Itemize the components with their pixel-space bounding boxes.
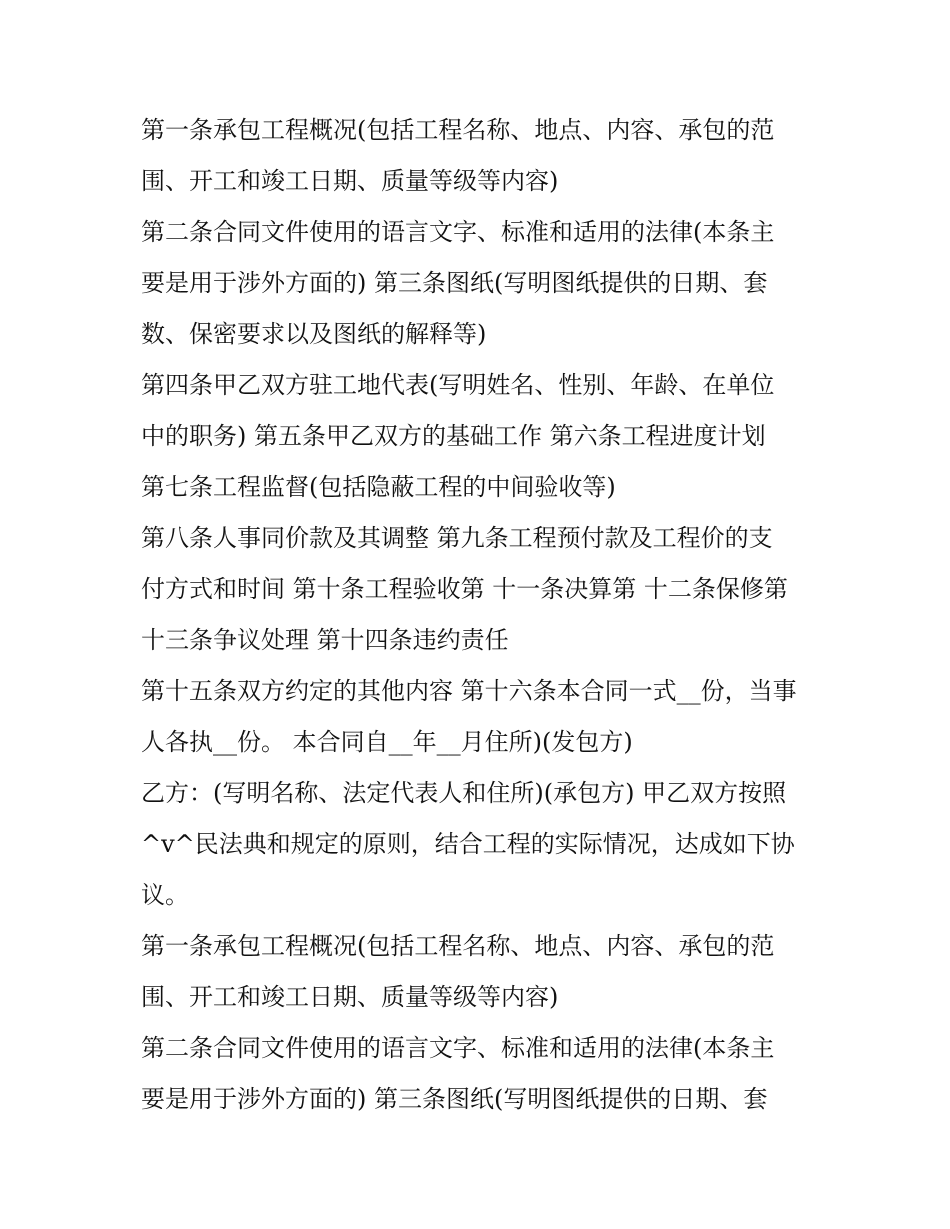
text-line: 围、开工和竣工日期、质量等级等内容)	[141, 983, 559, 1011]
text-line: 中的职务) 第五条甲乙双方的基础工作 第六条工程进度计划	[141, 422, 766, 450]
text-line: 要是用于涉外方面的) 第三条图纸(写明图纸提供的日期、套	[141, 1085, 768, 1113]
text-line: 第七条工程监督(包括隐蔽工程的中间验收等)	[141, 473, 616, 501]
text-line: 第二条合同文件使用的语言文字、标准和适用的法律(本条主	[141, 218, 775, 246]
text-line: 第四条甲乙双方驻工地代表(写明姓名、性别、年龄、在单位	[141, 371, 775, 399]
text-line: 第一条承包工程概况(包括工程名称、地点、内容、承包的范	[141, 116, 775, 144]
text-line: 第二条合同文件使用的语言文字、标准和适用的法律(本条主	[141, 1034, 775, 1062]
text-line: 十三条争议处理 第十四条违约责任	[141, 626, 509, 654]
text-line: 乙方：(写明名称、法定代表人和住所)(承包方) 甲乙双方按照	[141, 779, 787, 807]
text-line: 付方式和时间 第十条工程验收第 十一条决算第 十二条保修第	[141, 575, 788, 603]
text-line: 第一条承包工程概况(包括工程名称、地点、内容、承包的范	[141, 932, 775, 960]
text-line: 围、开工和竣工日期、质量等级等内容)	[141, 167, 559, 195]
text-line: 要是用于涉外方面的) 第三条图纸(写明图纸提供的日期、套	[141, 269, 768, 297]
text-line: 第八条人事同价款及其调整 第九条工程预付款及工程价的支	[141, 524, 773, 552]
text-line: 议。	[141, 881, 189, 909]
text-line: ^v^民法典和规定的原则，结合工程的实际情况，达成如下协	[141, 830, 795, 858]
text-line: 第十五条双方约定的其他内容 第十六条本合同一式__份，当事	[141, 677, 797, 705]
text-line: 数、保密要求以及图纸的解释等)	[141, 320, 487, 348]
document-body	[141, 105, 821, 1125]
text-line: 人各执__份。 本合同自__年__月住所)(发包方)	[141, 728, 633, 756]
